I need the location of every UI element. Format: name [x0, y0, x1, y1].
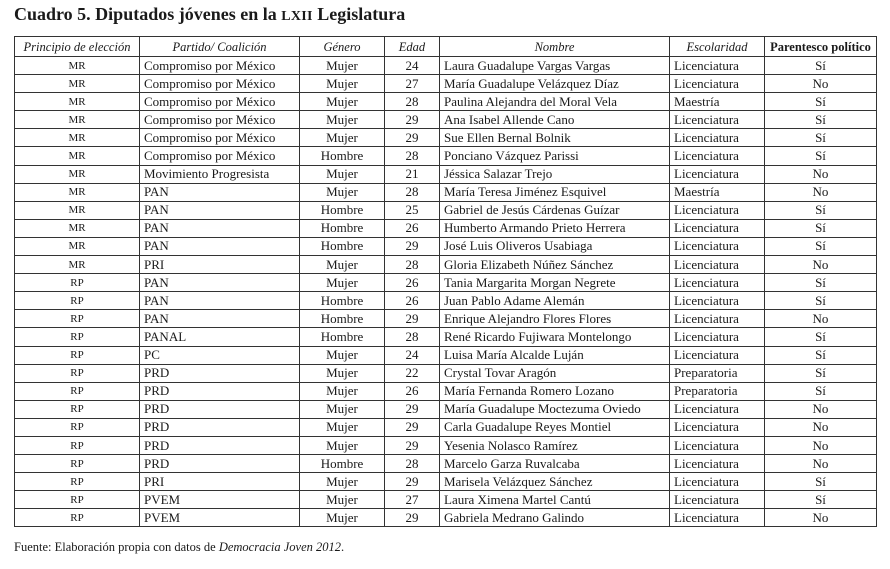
table-cell: Licenciatura — [670, 491, 765, 509]
table-row — [15, 219, 877, 237]
table-row — [15, 328, 877, 346]
table-cell: Humberto Armando Prieto Herrera — [440, 219, 670, 237]
table-cell: 28 — [385, 455, 440, 473]
table-cell: Marisela Velázquez Sánchez — [440, 473, 670, 491]
title-smallcaps: LXII — [281, 9, 313, 24]
table-cell: Mujer — [300, 509, 385, 527]
table-cell: 29 — [385, 237, 440, 255]
table-cell: Hombre — [300, 310, 385, 328]
table-cell: María Guadalupe Velázquez Díaz — [440, 75, 670, 93]
table-cell: Licenciatura — [670, 292, 765, 310]
table-row — [15, 201, 877, 219]
table-cell: 26 — [385, 274, 440, 292]
table-cell: Licenciatura — [670, 165, 765, 183]
table-cell: Hombre — [300, 455, 385, 473]
table-cell: 26 — [385, 219, 440, 237]
table-cell: No — [765, 165, 877, 183]
table-cell: RP — [15, 364, 140, 382]
table-cell: Marcelo Garza Ruvalcaba — [440, 455, 670, 473]
table-cell: 21 — [385, 165, 440, 183]
table-cell: Mujer — [300, 274, 385, 292]
table-cell: Sí — [765, 57, 877, 75]
table-cell: Yesenia Nolasco Ramírez — [440, 436, 670, 454]
table-row — [15, 400, 877, 418]
table-cell: Sí — [765, 274, 877, 292]
table-cell: María Guadalupe Moctezuma Oviedo — [440, 400, 670, 418]
table-cell: Compromiso por México — [140, 75, 300, 93]
table-cell: Licenciatura — [670, 256, 765, 274]
table-row — [15, 509, 877, 527]
table-cell: No — [765, 400, 877, 418]
table-cell: Sí — [765, 201, 877, 219]
table-cell: MR — [15, 75, 140, 93]
table-cell: No — [765, 75, 877, 93]
table-row — [15, 183, 877, 201]
table-cell: Laura Guadalupe Vargas Vargas — [440, 57, 670, 75]
table-cell: RP — [15, 382, 140, 400]
table-cell: No — [765, 436, 877, 454]
table-cell: Licenciatura — [670, 328, 765, 346]
table-cell: Sí — [765, 292, 877, 310]
table-cell: Licenciatura — [670, 274, 765, 292]
table-cell: PRD — [140, 364, 300, 382]
table-cell: Gabriela Medrano Galindo — [440, 509, 670, 527]
table-title — [14, 4, 405, 25]
table-cell: PAN — [140, 292, 300, 310]
table-row — [15, 165, 877, 183]
table-cell: PRI — [140, 473, 300, 491]
table-cell: Licenciatura — [670, 455, 765, 473]
table-cell: 28 — [385, 183, 440, 201]
table-cell: Sí — [765, 491, 877, 509]
table-cell: Crystal Tovar Aragón — [440, 364, 670, 382]
table-cell: MR — [15, 256, 140, 274]
table-cell: 28 — [385, 328, 440, 346]
table-cell: Mujer — [300, 382, 385, 400]
table-cell: Sí — [765, 382, 877, 400]
table-cell: Maestría — [670, 183, 765, 201]
source-suffix: . — [341, 540, 345, 554]
table-cell: Hombre — [300, 219, 385, 237]
table-cell: No — [765, 509, 877, 527]
table-cell: Licenciatura — [670, 147, 765, 165]
table-cell: Compromiso por México — [140, 57, 300, 75]
table-cell: PAN — [140, 183, 300, 201]
table-cell: PRI — [140, 256, 300, 274]
source-italic: Democracia Joven 2012 — [218, 540, 341, 554]
table-cell: RP — [15, 491, 140, 509]
table-cell: Licenciatura — [670, 310, 765, 328]
table-cell: RP — [15, 436, 140, 454]
table-cell: RP — [15, 509, 140, 527]
table-cell: 25 — [385, 201, 440, 219]
table-row — [15, 75, 877, 93]
table-cell: Sue Ellen Bernal Bolnik — [440, 129, 670, 147]
table-cell: No — [765, 455, 877, 473]
table-cell: No — [765, 310, 877, 328]
table-cell: Sí — [765, 328, 877, 346]
table-cell: Licenciatura — [670, 129, 765, 147]
table-cell: RP — [15, 418, 140, 436]
table-cell: 29 — [385, 418, 440, 436]
table-cell: Mujer — [300, 491, 385, 509]
deputies-table — [14, 36, 877, 527]
table-cell: Mujer — [300, 256, 385, 274]
table-cell: Sí — [765, 111, 877, 129]
table-row — [15, 111, 877, 129]
table-cell: MR — [15, 219, 140, 237]
table-cell: Enrique Alejandro Flores Flores — [440, 310, 670, 328]
table-cell: MR — [15, 129, 140, 147]
table-cell: Licenciatura — [670, 201, 765, 219]
table-row — [15, 382, 877, 400]
table-row — [15, 346, 877, 364]
table-cell: RP — [15, 328, 140, 346]
table-cell: Compromiso por México — [140, 111, 300, 129]
table-cell: Luisa María Alcalde Luján — [440, 346, 670, 364]
table-cell: PRD — [140, 455, 300, 473]
table-cell: Mujer — [300, 165, 385, 183]
column-header: Partido/ Coalición — [140, 37, 300, 57]
table-cell: MR — [15, 93, 140, 111]
table-cell: PVEM — [140, 491, 300, 509]
table-cell: Licenciatura — [670, 57, 765, 75]
table-cell: Tania Margarita Morgan Negrete — [440, 274, 670, 292]
table-row — [15, 274, 877, 292]
table-cell: No — [765, 183, 877, 201]
table-cell: Ponciano Vázquez Parissi — [440, 147, 670, 165]
table-cell: MR — [15, 183, 140, 201]
table-cell: PC — [140, 346, 300, 364]
table-cell: MR — [15, 165, 140, 183]
table-cell: Carla Guadalupe Reyes Montiel — [440, 418, 670, 436]
table-cell: Licenciatura — [670, 436, 765, 454]
table-cell: MR — [15, 147, 140, 165]
table-cell: RP — [15, 310, 140, 328]
table-row — [15, 455, 877, 473]
table-cell: PVEM — [140, 509, 300, 527]
table-row — [15, 491, 877, 509]
table-cell: Preparatoria — [670, 364, 765, 382]
table-cell: Mujer — [300, 75, 385, 93]
table-cell: Hombre — [300, 237, 385, 255]
table-cell: Mujer — [300, 473, 385, 491]
table-cell: Juan Pablo Adame Alemán — [440, 292, 670, 310]
table-cell: 29 — [385, 509, 440, 527]
table-cell: María Teresa Jiménez Esquivel — [440, 183, 670, 201]
table-cell: Licenciatura — [670, 237, 765, 255]
title-prefix: Cuadro 5. Diputados jóvenes en la — [14, 4, 282, 24]
table-cell: PANAL — [140, 328, 300, 346]
table-cell: René Ricardo Fujiwara Montelongo — [440, 328, 670, 346]
table-cell: PAN — [140, 237, 300, 255]
table-cell: Mujer — [300, 183, 385, 201]
table-cell: Sí — [765, 129, 877, 147]
table-cell: Hombre — [300, 292, 385, 310]
table-cell: PRD — [140, 400, 300, 418]
table-cell: RP — [15, 473, 140, 491]
table-row — [15, 237, 877, 255]
table-cell: RP — [15, 274, 140, 292]
table-row — [15, 418, 877, 436]
table-cell: Sí — [765, 219, 877, 237]
table-cell: Ana Isabel Allende Cano — [440, 111, 670, 129]
table-row — [15, 310, 877, 328]
table-cell: Mujer — [300, 364, 385, 382]
table-body — [15, 57, 877, 527]
column-header: Edad — [385, 37, 440, 57]
table-cell: MR — [15, 111, 140, 129]
table-cell: Sí — [765, 346, 877, 364]
table-cell: RP — [15, 400, 140, 418]
source-prefix: Fuente: Elaboración propia con datos de — [14, 540, 219, 554]
table-cell: Hombre — [300, 147, 385, 165]
table-cell: 28 — [385, 147, 440, 165]
table-cell: Sí — [765, 473, 877, 491]
table-cell: Preparatoria — [670, 382, 765, 400]
table-cell: Licenciatura — [670, 111, 765, 129]
table-cell: Mujer — [300, 129, 385, 147]
table-cell: PRD — [140, 382, 300, 400]
table-cell: Laura Ximena Martel Cantú — [440, 491, 670, 509]
table-cell: Paulina Alejandra del Moral Vela — [440, 93, 670, 111]
table-cell: 27 — [385, 491, 440, 509]
column-header: Principio de elección — [15, 37, 140, 57]
table-row — [15, 473, 877, 491]
table-cell: 29 — [385, 400, 440, 418]
table-cell: Sí — [765, 93, 877, 111]
table-cell: 28 — [385, 93, 440, 111]
table-cell: PRD — [140, 436, 300, 454]
table-cell: 29 — [385, 111, 440, 129]
table-cell: 24 — [385, 346, 440, 364]
column-header: Género — [300, 37, 385, 57]
table-cell: 28 — [385, 256, 440, 274]
table-cell: MR — [15, 201, 140, 219]
table-cell: RP — [15, 292, 140, 310]
column-header: Nombre — [440, 37, 670, 57]
table-cell: Compromiso por México — [140, 147, 300, 165]
table-row — [15, 129, 877, 147]
table-cell: PRD — [140, 418, 300, 436]
table-cell: Jéssica Salazar Trejo — [440, 165, 670, 183]
table-cell: PAN — [140, 310, 300, 328]
table-cell: Compromiso por México — [140, 93, 300, 111]
table-cell: Licenciatura — [670, 509, 765, 527]
table-cell: Mujer — [300, 346, 385, 364]
table-cell: PAN — [140, 274, 300, 292]
table-cell: MR — [15, 237, 140, 255]
title-suffix: Legislatura — [312, 4, 406, 24]
table-cell: Mujer — [300, 436, 385, 454]
table-row — [15, 364, 877, 382]
table-cell: Mujer — [300, 111, 385, 129]
table-row — [15, 93, 877, 111]
table-cell: Sí — [765, 147, 877, 165]
source-note — [14, 540, 344, 555]
table-cell: Licenciatura — [670, 219, 765, 237]
table-cell: Licenciatura — [670, 473, 765, 491]
table-cell: 29 — [385, 129, 440, 147]
table-row — [15, 436, 877, 454]
table-cell: Mujer — [300, 418, 385, 436]
table-cell: No — [765, 256, 877, 274]
table-cell: Hombre — [300, 201, 385, 219]
table-cell: Mujer — [300, 400, 385, 418]
table-row — [15, 57, 877, 75]
table-cell: Licenciatura — [670, 400, 765, 418]
table-cell: Mujer — [300, 57, 385, 75]
table-cell: Compromiso por México — [140, 129, 300, 147]
table-cell: 22 — [385, 364, 440, 382]
table-cell: 26 — [385, 382, 440, 400]
table-cell: Movimiento Progresista — [140, 165, 300, 183]
table-cell: Sí — [765, 237, 877, 255]
column-header: Escolaridad — [670, 37, 765, 57]
table-row — [15, 256, 877, 274]
table-cell: PAN — [140, 219, 300, 237]
column-header: Parentesco político — [765, 37, 877, 57]
table-cell: RP — [15, 455, 140, 473]
table-header-row — [15, 37, 877, 57]
table-cell: 24 — [385, 57, 440, 75]
table-cell: Licenciatura — [670, 346, 765, 364]
table-cell: José Luis Oliveros Usabiaga — [440, 237, 670, 255]
table-cell: Hombre — [300, 328, 385, 346]
table-cell: RP — [15, 346, 140, 364]
table-cell: Gloria Elizabeth Núñez Sánchez — [440, 256, 670, 274]
table-cell: Licenciatura — [670, 418, 765, 436]
table-cell: PAN — [140, 201, 300, 219]
table-cell: 29 — [385, 473, 440, 491]
table-cell: 29 — [385, 436, 440, 454]
table-row — [15, 292, 877, 310]
table-cell: Sí — [765, 364, 877, 382]
table-cell: No — [765, 418, 877, 436]
table-cell: María Fernanda Romero Lozano — [440, 382, 670, 400]
table-cell: 29 — [385, 310, 440, 328]
table-cell: 26 — [385, 292, 440, 310]
table-cell: MR — [15, 57, 140, 75]
table-row — [15, 147, 877, 165]
table-cell: Maestría — [670, 93, 765, 111]
table-cell: Licenciatura — [670, 75, 765, 93]
table-cell: Gabriel de Jesús Cárdenas Guízar — [440, 201, 670, 219]
table-cell: 27 — [385, 75, 440, 93]
table-cell: Mujer — [300, 93, 385, 111]
